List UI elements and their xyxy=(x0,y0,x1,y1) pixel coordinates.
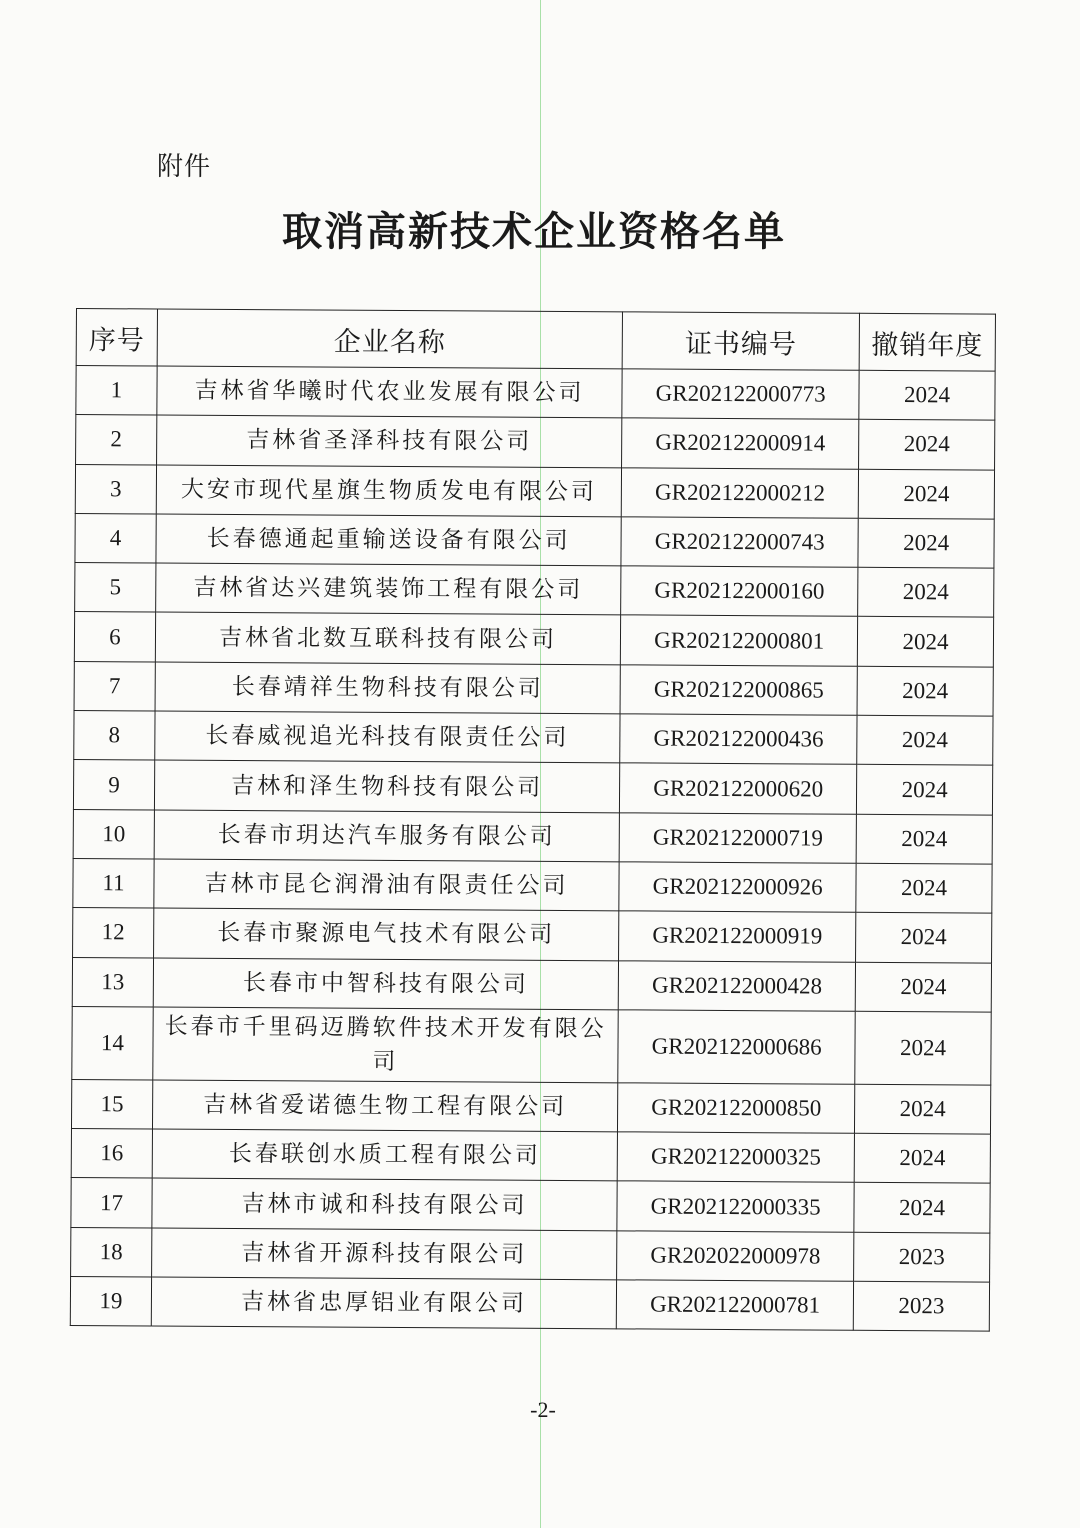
table-row xyxy=(70,1277,989,1332)
row-company-name: 大安市现代星旗生物质发电有限公司 xyxy=(156,465,622,517)
table-row xyxy=(74,661,993,716)
row-company-name: 长春市千里码迈腾软件技术开发有限公司 xyxy=(153,1007,619,1083)
table-row xyxy=(72,1006,991,1085)
row-certificate-no: GR202122000620 xyxy=(620,763,857,814)
table-row xyxy=(72,957,991,1012)
row-revocation-year: 2024 xyxy=(858,469,994,519)
table-body xyxy=(70,366,995,1332)
table-row xyxy=(75,464,994,519)
row-revocation-year: 2024 xyxy=(858,567,994,617)
row-revocation-year: 2024 xyxy=(857,617,993,667)
table-row xyxy=(76,366,995,421)
row-serial-no: 7 xyxy=(74,661,155,711)
row-revocation-year: 2024 xyxy=(857,765,993,815)
row-revocation-year: 2024 xyxy=(854,1183,990,1233)
row-company-name: 吉林省忠厚铝业有限公司 xyxy=(151,1277,617,1329)
row-serial-no: 4 xyxy=(75,513,156,563)
row-revocation-year: 2023 xyxy=(854,1232,990,1282)
table-row xyxy=(71,1227,990,1282)
row-certificate-no: GR202122000914 xyxy=(622,418,859,469)
row-company-name: 吉林和泽生物科技有限公司 xyxy=(154,760,620,812)
table-row xyxy=(71,1129,990,1184)
row-revocation-year: 2024 xyxy=(855,1011,991,1085)
table-row xyxy=(71,1178,990,1233)
row-revocation-year: 2024 xyxy=(856,814,992,864)
row-serial-no: 12 xyxy=(73,908,154,958)
row-company-name: 长春市玥达汽车服务有限公司 xyxy=(154,810,620,862)
row-serial-no: 2 xyxy=(76,415,157,465)
header-serial-no: 序号 xyxy=(76,309,157,366)
attachment-label: 附件 xyxy=(157,152,212,182)
header-company-name: 企业名称 xyxy=(157,309,623,369)
row-revocation-year: 2024 xyxy=(859,420,995,470)
row-certificate-no: GR202122000686 xyxy=(618,1010,855,1084)
header-revocation-year: 撤销年度 xyxy=(859,313,995,371)
row-revocation-year: 2024 xyxy=(856,913,992,963)
row-company-name: 吉林市诚和科技有限公司 xyxy=(152,1178,618,1230)
table-row xyxy=(76,415,995,470)
row-certificate-no: GR202122000850 xyxy=(618,1083,855,1134)
row-company-name: 吉林省圣泽科技有限公司 xyxy=(156,415,622,467)
row-certificate-no: GR202122000335 xyxy=(617,1181,854,1232)
table-row xyxy=(74,711,993,766)
row-certificate-no: GR202122000781 xyxy=(616,1280,853,1331)
row-certificate-no: GR202122000719 xyxy=(619,813,856,864)
row-certificate-no: GR202122000926 xyxy=(619,862,856,913)
row-serial-no: 11 xyxy=(73,858,154,908)
row-company-name: 长春联创水质工程有限公司 xyxy=(152,1129,618,1181)
row-revocation-year: 2023 xyxy=(853,1281,989,1331)
row-serial-no: 14 xyxy=(72,1006,153,1079)
row-revocation-year: 2024 xyxy=(858,518,994,568)
row-company-name: 吉林省爱诺德生物工程有限公司 xyxy=(152,1080,618,1132)
row-company-name: 吉林省华曦时代农业发展有限公司 xyxy=(157,366,623,418)
table-header-row xyxy=(76,309,995,372)
row-certificate-no: GR202122000428 xyxy=(618,960,855,1011)
row-serial-no: 6 xyxy=(74,612,155,662)
document-title: 取消高新技术企业资格名单 xyxy=(282,209,786,255)
row-certificate-no: GR202122000773 xyxy=(622,369,859,420)
row-serial-no: 19 xyxy=(70,1277,151,1327)
row-serial-no: 15 xyxy=(71,1079,152,1129)
row-company-name: 长春德通起重输送设备有限公司 xyxy=(156,514,622,566)
table-row xyxy=(73,908,992,963)
row-certificate-no: GR202122000212 xyxy=(621,467,858,518)
row-certificate-no: GR202122000919 xyxy=(619,911,856,962)
row-certificate-no: GR202022000978 xyxy=(617,1231,854,1282)
row-serial-no: 8 xyxy=(74,711,155,761)
table-row xyxy=(73,809,992,864)
row-serial-no: 5 xyxy=(75,563,156,613)
table-row xyxy=(73,760,992,815)
row-certificate-no: GR202122000865 xyxy=(620,665,857,716)
row-company-name: 长春靖祥生物科技有限公司 xyxy=(155,662,621,714)
row-company-name: 吉林市昆仑润滑油有限责任公司 xyxy=(154,859,620,911)
row-revocation-year: 2024 xyxy=(859,370,995,420)
row-certificate-no: GR202122000160 xyxy=(621,566,858,617)
row-serial-no: 10 xyxy=(73,809,154,859)
row-revocation-year: 2024 xyxy=(855,962,991,1012)
row-revocation-year: 2024 xyxy=(854,1133,990,1183)
row-revocation-year: 2024 xyxy=(857,666,993,716)
row-serial-no: 13 xyxy=(72,957,153,1007)
row-certificate-no: GR202122000325 xyxy=(617,1132,854,1183)
table-row xyxy=(73,858,992,913)
row-company-name: 吉林省开源科技有限公司 xyxy=(151,1228,617,1280)
table-row xyxy=(71,1079,990,1134)
row-serial-no: 16 xyxy=(71,1129,152,1179)
row-certificate-no: GR202122000743 xyxy=(621,517,858,568)
row-company-name: 长春市聚源电气技术有限公司 xyxy=(153,908,619,960)
table-row xyxy=(74,612,993,667)
row-certificate-no: GR202122000436 xyxy=(620,714,857,765)
row-revocation-year: 2024 xyxy=(856,863,992,913)
row-serial-no: 9 xyxy=(73,760,154,810)
row-company-name: 吉林省达兴建筑装饰工程有限公司 xyxy=(156,563,622,615)
row-serial-no: 18 xyxy=(71,1227,152,1277)
header-certificate-no: 证书编号 xyxy=(622,312,859,370)
row-company-name: 长春威视追光科技有限责任公司 xyxy=(155,711,621,763)
row-serial-no: 3 xyxy=(75,464,156,514)
row-certificate-no: GR202122000801 xyxy=(621,615,858,666)
table-row xyxy=(75,563,994,618)
row-revocation-year: 2024 xyxy=(857,715,993,765)
page-number: -2- xyxy=(530,1397,556,1422)
row-revocation-year: 2024 xyxy=(855,1084,991,1134)
row-company-name: 吉林省北数互联科技有限公司 xyxy=(155,612,621,664)
row-serial-no: 1 xyxy=(76,366,157,416)
row-company-name: 长春市中智科技有限公司 xyxy=(153,958,619,1010)
table-row xyxy=(75,513,994,568)
row-serial-no: 17 xyxy=(71,1178,152,1228)
revocation-table xyxy=(70,308,996,1332)
